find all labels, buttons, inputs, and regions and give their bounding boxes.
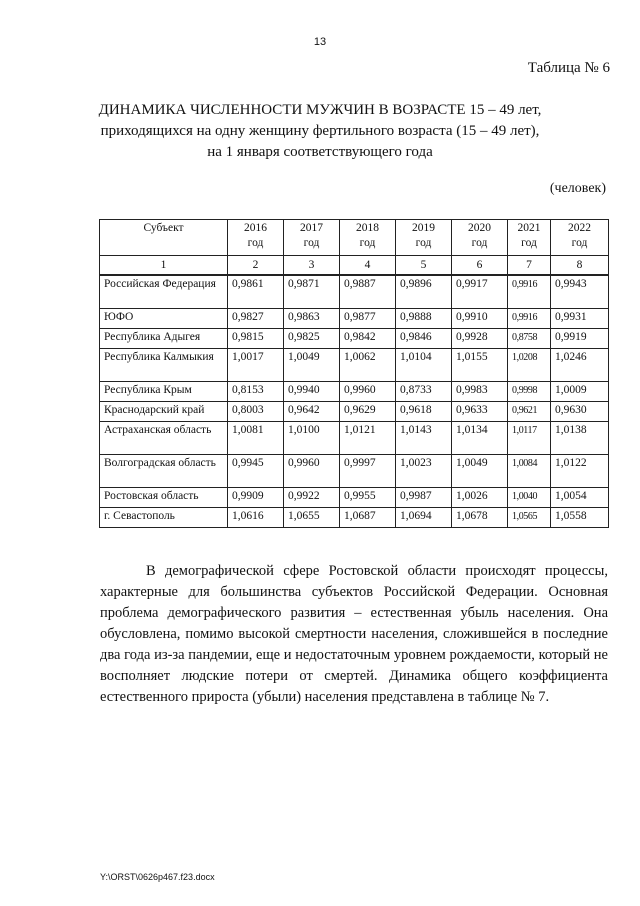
header-year: 2016 год	[228, 220, 284, 256]
value-cell: 1,0558	[551, 508, 609, 528]
table-row	[100, 275, 609, 309]
value-cell: 0,9621	[508, 402, 551, 422]
value-cell: 1,0134	[452, 422, 508, 455]
title-line-1: ДИНАМИКА ЧИСЛЕННОСТИ МУЖЧИН В ВОЗРАСТЕ 15 – 49 лет,	[98, 102, 542, 118]
value-cell: 0,9919	[551, 329, 609, 349]
value-cell: 0,9983	[452, 382, 508, 402]
value-cell: 0,9842	[340, 329, 396, 349]
body-paragraph: В демографической сфере Ростовской области происходят процессы, характерные для большинства субъектов Российской Федерации. Основная проблема демографического развития – естественная убыль населения. Она обусловлена, помимо высокой смертности населения, сложившейся в последние два года из-за пандемии, еще и недостаточным уровнем рождаемости, который не восполняет людские потери от смертей. Динамика общего коэффициента естественного прироста (убыли) населения представлена в таблице № 7.	[100, 563, 608, 705]
value-cell: 0,9998	[508, 382, 551, 402]
value-cell: 1,0084	[508, 455, 551, 488]
value-cell: 1,0026	[452, 488, 508, 508]
header-year: 2020 год	[452, 220, 508, 256]
page-number: 13	[313, 36, 327, 48]
value-cell: 0,9916	[508, 309, 551, 329]
header-subject: Субъект	[100, 220, 228, 256]
value-cell: 0,9960	[284, 455, 340, 488]
value-cell: 1,0122	[551, 455, 609, 488]
value-cell: 1,0678	[452, 508, 508, 528]
subject-cell: Республика Адыгея	[100, 329, 228, 349]
value-cell: 0,9928	[452, 329, 508, 349]
value-cell: 0,9955	[340, 488, 396, 508]
table-row	[100, 422, 609, 455]
value-cell: 1,0616	[228, 508, 284, 528]
column-index: 2	[228, 256, 284, 276]
subject-cell: Краснодарский край	[100, 402, 228, 422]
value-cell: 0,9987	[396, 488, 452, 508]
value-cell: 0,9633	[452, 402, 508, 422]
table-row	[100, 382, 609, 402]
table-row	[100, 488, 609, 508]
table-row	[100, 309, 609, 329]
value-cell: 0,9846	[396, 329, 452, 349]
value-cell: 0,9642	[284, 402, 340, 422]
header-year: 2021 год	[508, 220, 551, 256]
column-index: 5	[396, 256, 452, 276]
subject-cell: Волгоградская область	[100, 455, 228, 488]
value-cell: 1,0138	[551, 422, 609, 455]
value-cell: 0,9917	[452, 275, 508, 309]
column-index: 3	[284, 256, 340, 276]
value-cell: 1,0687	[340, 508, 396, 528]
value-cell: 0,9931	[551, 309, 609, 329]
subject-cell: г. Севастополь	[100, 508, 228, 528]
value-cell: 1,0121	[340, 422, 396, 455]
value-cell: 1,0009	[551, 382, 609, 402]
table-row	[100, 402, 609, 422]
value-cell: 1,0081	[228, 422, 284, 455]
demographic-table	[99, 219, 609, 528]
subject-cell: ЮФО	[100, 309, 228, 329]
table-row	[100, 455, 609, 488]
table-row	[100, 329, 609, 349]
value-cell: 0,9997	[340, 455, 396, 488]
value-cell: 1,0023	[396, 455, 452, 488]
value-cell: 0,9909	[228, 488, 284, 508]
value-cell: 1,0100	[284, 422, 340, 455]
title-line-2: приходящихся на одну женщину фертильного возраста (15 – 49 лет),	[100, 123, 540, 139]
header-year: 2022 год	[551, 220, 609, 256]
value-cell: 0,9896	[396, 275, 452, 309]
value-cell: 0,9629	[340, 402, 396, 422]
value-cell: 0,8153	[228, 382, 284, 402]
subject-cell: Республика Крым	[100, 382, 228, 402]
value-cell: 1,0208	[508, 349, 551, 382]
value-cell: 0,9618	[396, 402, 452, 422]
table-row	[100, 349, 609, 382]
subject-cell: Российская Федерация	[100, 275, 228, 309]
column-index: 1	[100, 256, 228, 276]
value-cell: 0,8733	[396, 382, 452, 402]
value-cell: 1,0040	[508, 488, 551, 508]
subject-cell: Ростовская область	[100, 488, 228, 508]
value-cell: 0,9888	[396, 309, 452, 329]
value-cell: 1,0054	[551, 488, 609, 508]
column-index: 4	[340, 256, 396, 276]
header-year: 2017 год	[284, 220, 340, 256]
value-cell: 0,9943	[551, 275, 609, 309]
table-label: Таблица № 6	[527, 60, 610, 76]
subject-cell: Астраханская область	[100, 422, 228, 455]
table-title	[60, 100, 580, 163]
value-cell: 1,0062	[340, 349, 396, 382]
value-cell: 1,0049	[452, 455, 508, 488]
value-cell: 1,0017	[228, 349, 284, 382]
title-line-3: на 1 января соответствующего года	[207, 144, 433, 160]
value-cell: 0,9916	[508, 275, 551, 309]
value-cell: 0,9863	[284, 309, 340, 329]
value-cell: 0,9815	[228, 329, 284, 349]
value-cell: 0,9960	[340, 382, 396, 402]
value-cell: 0,9910	[452, 309, 508, 329]
column-index: 7	[508, 256, 551, 276]
value-cell: 1,0694	[396, 508, 452, 528]
value-cell: 0,9630	[551, 402, 609, 422]
header-row	[100, 220, 609, 256]
value-cell: 1,0565	[508, 508, 551, 528]
value-cell: 0,9877	[340, 309, 396, 329]
column-index-row	[100, 256, 609, 276]
value-cell: 1,0143	[396, 422, 452, 455]
header-year: 2018 год	[340, 220, 396, 256]
value-cell: 1,0117	[508, 422, 551, 455]
file-path-footer: Y:\ORST\0626p467.f23.docx	[100, 872, 215, 882]
column-index: 6	[452, 256, 508, 276]
value-cell: 0,9871	[284, 275, 340, 309]
table-row	[100, 508, 609, 528]
column-index: 8	[551, 256, 609, 276]
value-cell: 0,9922	[284, 488, 340, 508]
value-cell: 0,9945	[228, 455, 284, 488]
value-cell: 1,0155	[452, 349, 508, 382]
value-cell: 1,0104	[396, 349, 452, 382]
value-cell: 0,8758	[508, 329, 551, 349]
value-cell: 0,9827	[228, 309, 284, 329]
value-cell: 1,0246	[551, 349, 609, 382]
value-cell: 0,9861	[228, 275, 284, 309]
value-cell: 0,9825	[284, 329, 340, 349]
unit-label: (человек)	[549, 181, 606, 196]
value-cell: 1,0655	[284, 508, 340, 528]
header-year: 2019 год	[396, 220, 452, 256]
value-cell: 0,9940	[284, 382, 340, 402]
value-cell: 1,0049	[284, 349, 340, 382]
value-cell: 0,9887	[340, 275, 396, 309]
value-cell: 0,8003	[228, 402, 284, 422]
subject-cell: Республика Калмыкия	[100, 349, 228, 382]
